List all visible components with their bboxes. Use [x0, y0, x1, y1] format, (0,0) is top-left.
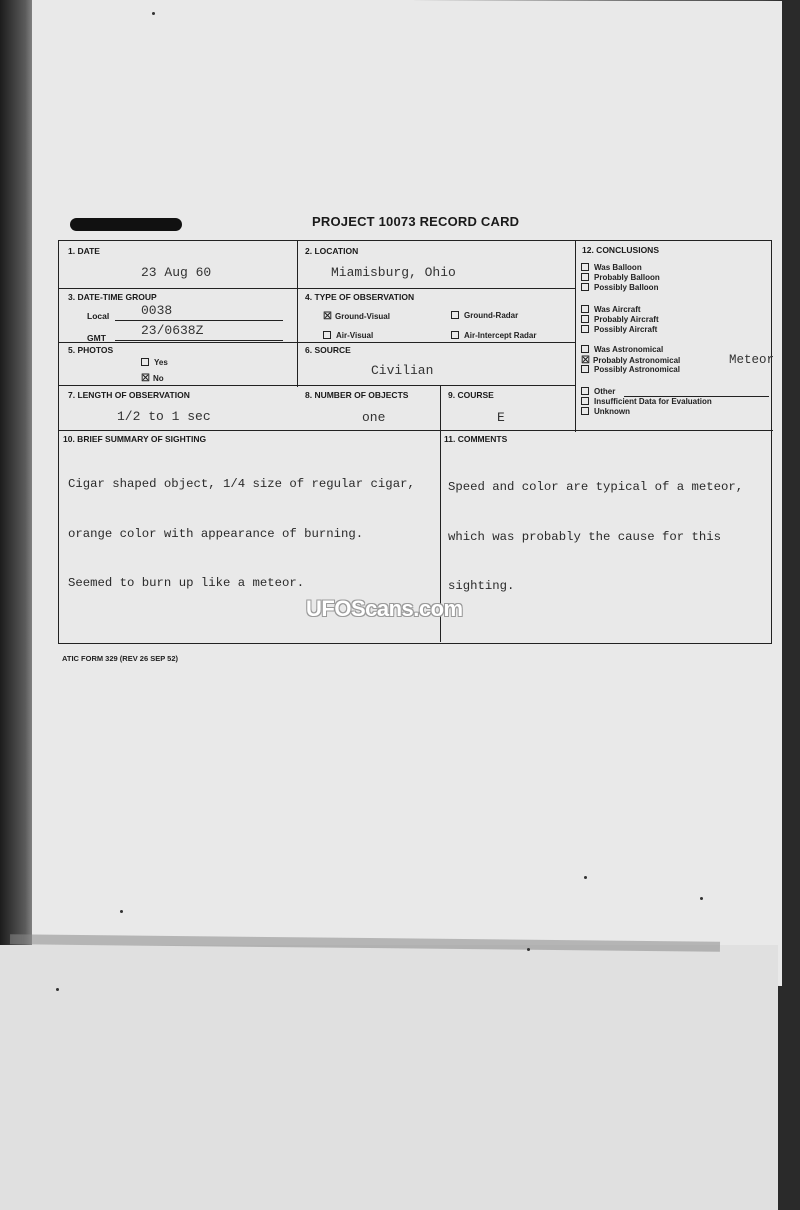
checkbox-photos-yes[interactable]: Yes — [141, 358, 168, 367]
form-number: ATIC FORM 329 (REV 26 SEP 52) — [62, 654, 179, 663]
conclusion-option-label: Possibly Aircraft — [594, 325, 658, 334]
checkbox-ground-radar[interactable]: Ground-Radar — [451, 311, 518, 320]
length-of-observation-label: 7. LENGTH OF OBSERVATION — [68, 390, 190, 400]
divider-h-2b — [297, 342, 575, 343]
checkbox-air-intercept-radar[interactable]: Air-Intercept Radar — [451, 331, 536, 340]
conclusion-option[interactable] — [581, 397, 712, 406]
conclusion-option[interactable] — [581, 387, 615, 396]
checkbox-empty-icon — [581, 407, 589, 415]
record-card — [58, 240, 775, 644]
conclusion-option-label: Probably Balloon — [594, 273, 660, 282]
checked-mark-icon: ☒ — [581, 355, 590, 366]
divider-h-1 — [59, 288, 575, 289]
comments-line: which was probably the cause for this — [448, 529, 722, 544]
conclusion-option-label: Other — [594, 387, 616, 396]
checkbox-empty-icon — [451, 311, 459, 319]
checkbox-empty-icon — [581, 365, 589, 373]
checkbox-empty-icon — [581, 283, 589, 291]
checkbox-empty-icon — [581, 315, 589, 323]
local-time-underline — [115, 320, 283, 321]
number-of-objects-label: 8. NUMBER OF OBJECTS — [305, 390, 409, 400]
summary-label: 10. BRIEF SUMMARY OF SIGHTING — [63, 434, 207, 444]
checkbox-empty-icon — [581, 273, 589, 281]
source-value: Civilian — [371, 363, 434, 378]
observation-type-label: 4. TYPE OF OBSERVATION — [305, 292, 415, 302]
location-value: Miamisburg, Ohio — [331, 265, 456, 280]
checkbox-air-visual[interactable]: Air-Visual — [323, 331, 373, 340]
checkbox-empty-icon — [581, 387, 589, 395]
checkbox-ground-visual[interactable]: ☒ Ground-Visual — [323, 311, 390, 322]
course-value: E — [497, 410, 505, 425]
conclusion-option-label: Insufficient Data for Evaluation — [594, 397, 712, 406]
watermark: UFOScans.com — [306, 596, 463, 621]
scan-speck — [700, 897, 703, 900]
divider-h-3 — [59, 385, 575, 386]
checkbox-empty-icon — [581, 263, 589, 271]
date-time-group-label: 3. DATE-TIME GROUP — [68, 292, 157, 302]
divider-h-4 — [59, 430, 773, 431]
checkbox-empty-icon — [323, 331, 331, 339]
summary-line: orange color with appearance of burning. — [68, 526, 364, 541]
comments-line: Speed and color are typical of a meteor, — [448, 480, 744, 494]
conclusion-option-label: Was Astronomical — [594, 345, 664, 354]
conclusion-option[interactable] — [581, 325, 657, 334]
conclusions-label: 12. CONCLUSIONS — [582, 245, 659, 255]
other-underline — [624, 396, 769, 397]
divider-v-course — [440, 385, 441, 432]
conclusion-option[interactable] — [581, 263, 642, 272]
card-title: PROJECT 10073 RECORD CARD — [312, 214, 520, 229]
conclusion-option-label: Was Aircraft — [594, 305, 641, 314]
checkbox-empty-icon — [141, 358, 149, 366]
conclusion-option[interactable] — [581, 283, 658, 292]
conclusion-option[interactable] — [581, 273, 660, 282]
date-label: 1. DATE — [68, 246, 100, 256]
checkbox-empty-icon — [581, 305, 589, 313]
checked-mark-icon: ☒ — [323, 311, 332, 322]
length-of-observation-value: 1/2 to 1 sec — [117, 409, 211, 424]
conclusion-option-label: Possibly Balloon — [594, 283, 659, 292]
astronomical-note: Meteor — [729, 353, 775, 367]
checkbox-empty-icon — [451, 331, 459, 339]
comments-text — [448, 446, 743, 628]
conclusion-option[interactable] — [581, 365, 680, 374]
scan-speck — [152, 12, 155, 15]
checkbox-empty-icon — [581, 397, 589, 405]
gmt-time-underline — [115, 340, 283, 341]
conclusion-option-label: Probably Astronomical — [593, 356, 681, 365]
divider-v-conclusions — [575, 241, 576, 432]
conclusion-option-label: Unknown — [594, 407, 630, 416]
redaction-bar — [70, 218, 182, 231]
local-time-value: 0038 — [141, 303, 173, 318]
conclusion-option[interactable] — [581, 407, 630, 416]
scan-speck — [527, 948, 530, 951]
gmt-time-label: GMT — [87, 333, 106, 343]
number-of-objects-value: one — [362, 410, 386, 425]
comments-label: 11. COMMENTS — [444, 434, 508, 444]
photos-label: 5. PHOTOS — [68, 345, 114, 355]
location-label: 2. LOCATION — [305, 246, 359, 256]
scan-speck — [584, 876, 587, 879]
checked-mark-icon: ☒ — [141, 373, 150, 384]
summary-line: Cigar shaped object, 1/4 size of regular cigar, — [68, 477, 415, 491]
comments-line: sighting. — [448, 579, 515, 593]
conclusion-option[interactable] — [581, 345, 663, 354]
conclusion-option-label: Was Balloon — [594, 263, 642, 272]
conclusion-option-label: Possibly Astronomical — [594, 365, 680, 374]
conclusion-option[interactable] — [581, 305, 641, 314]
scan-speck — [120, 910, 123, 913]
checkbox-photos-no[interactable]: ☒ No — [141, 373, 164, 384]
source-label: 6. SOURCE — [305, 345, 351, 355]
course-label: 9. COURSE — [448, 390, 494, 400]
summary-line: Seemed to burn up like a meteor. — [68, 576, 305, 590]
gmt-time-value: 23/0638Z — [141, 323, 204, 338]
divider-v-left — [297, 241, 298, 387]
scan-speck — [56, 988, 59, 991]
checkbox-empty-icon — [581, 325, 589, 333]
checkbox-empty-icon — [581, 345, 589, 353]
conclusion-option-label: Probably Aircraft — [594, 315, 659, 324]
date-value: 23 Aug 60 — [141, 265, 212, 280]
paper-underlay — [0, 945, 778, 1210]
local-time-label: Local — [87, 311, 110, 321]
conclusion-option[interactable] — [581, 315, 659, 324]
